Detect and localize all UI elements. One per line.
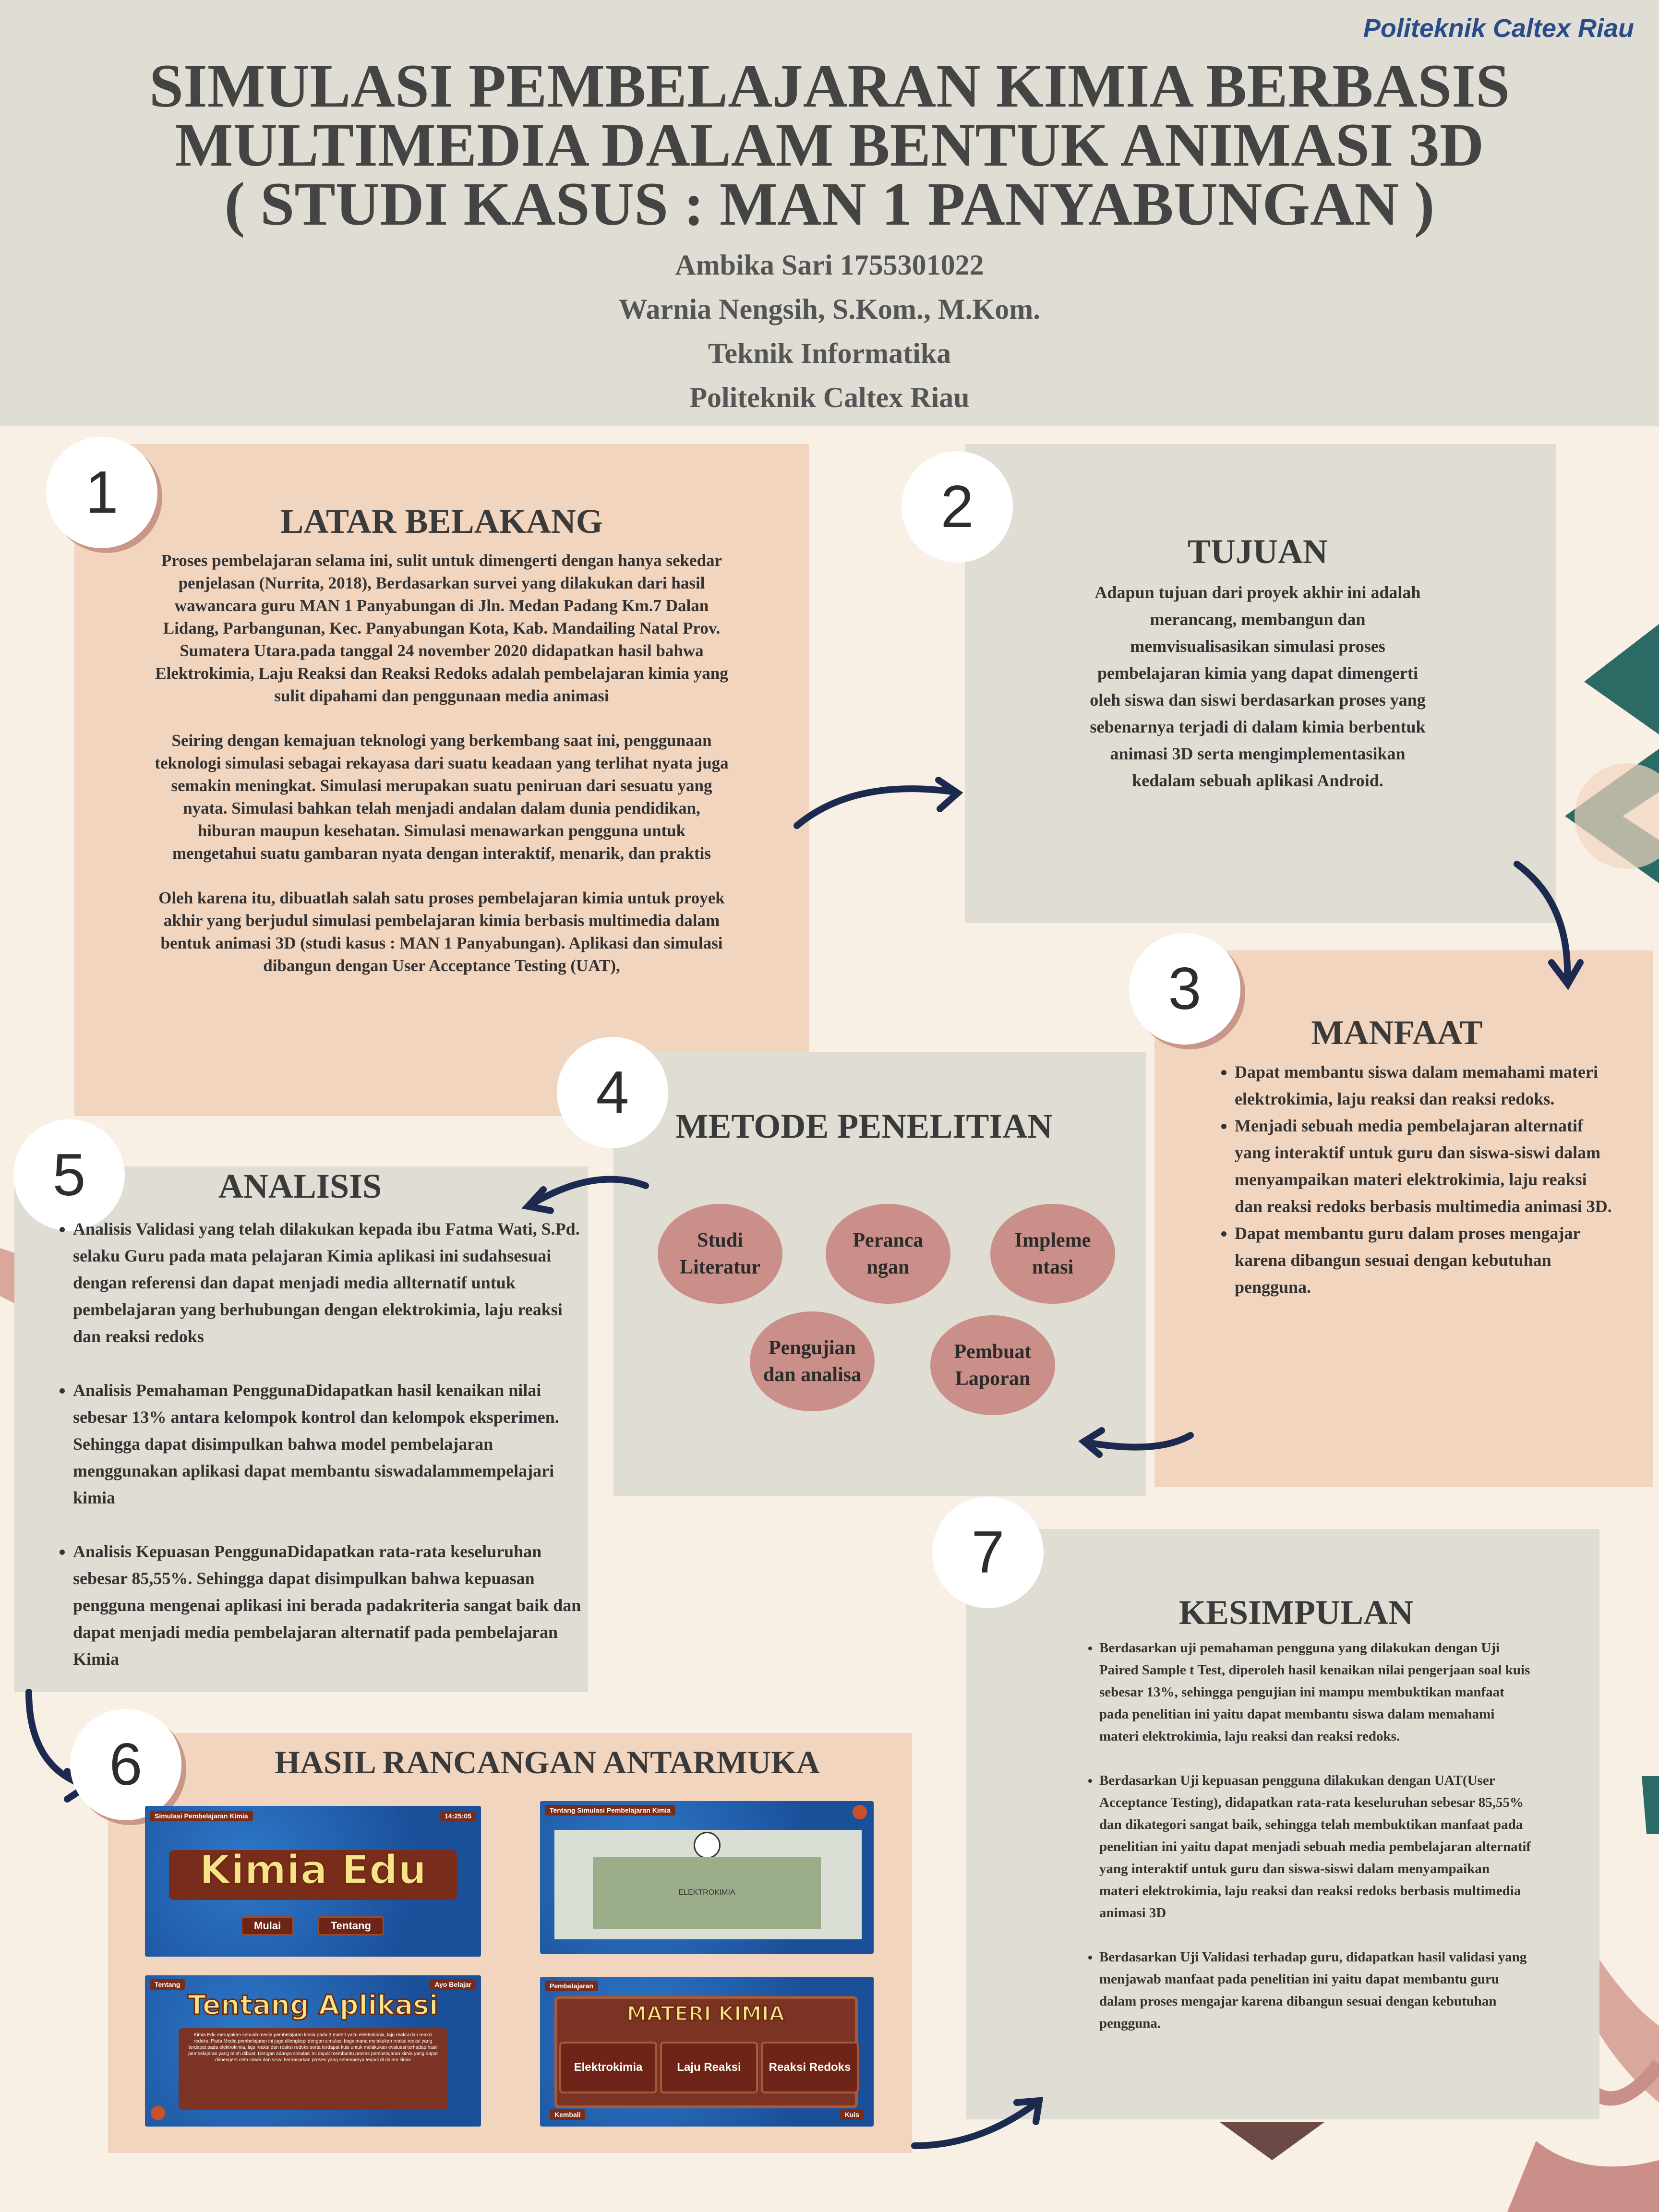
elektrokimia-label: ELEKTROKIMIA [593,1857,821,1929]
screenshot-home [145,1806,481,1957]
department-name: Teknik Informatika [708,337,951,369]
section-number-1: 1 [46,437,157,548]
app-bar: Simulasi Pembelajaran Kimia [150,1811,253,1821]
list-item: • Analisis Validasi yang telah dilakukan kepada ibu Fatma Wati, S.Pd. selaku Guru pada mata pelajaran Kimia aplikasi ini sudahsesuai dengan referensi dan dapat menjadi media allternatif untuk pembelajaran yang berhubungan dengan elektrokimia, laju reaksi dan reaksi redoks [73,1215,587,1350]
home-icon[interactable] [853,1805,867,1819]
list-item: • Menjadi sebuah media pembelajaran alternatif yang interaktif untuk guru dan siswa-siswi dalam menyampaikan materi elektrokimia, laju reaksi dan reaksi redoks berbasis multimedia animasi 3D. [1235,1112,1619,1220]
author-name: Ambika Sari 1755301022 [675,249,984,281]
tentang-button[interactable]: Tentang [318,1916,384,1936]
latar-belakang-title: LATAR BELAKANG [280,502,603,541]
clock-icon [694,1832,721,1859]
mulai-button[interactable]: Mulai [241,1916,294,1936]
list-item: • Analisis Kepuasan PenggunaDidapatkan rata-rata keseluruhan sebesar 85,55%. Sehingga dapat disimpulkan bahwa kepuasan pengguna mengenai aplikasi ini berada padakriteria sangat baik dan dapat menjadi media pembelajaran alternatif pada pembelajaran Kimia [73,1538,587,1672]
app-bar: Tentang [150,1979,185,1990]
about-title: Tentang Aplikasi [188,1990,438,2021]
list-item: • Berdasarkan Uji kepuasan pengguna dilakukan dengan UAT(User Acceptance Testing), didapatkan rata-rata keseluruhan sebesar 85,55% dan dikategori sangat baik, sehingga telah membuktikan manfaat pada penelitian ini yaitu dapat menjadi sebuah media pembelajaran alternatif yang interaktif untuk guru dan siswa-siswi dalam menyampaikan materi elektrokimia, laju reaksi dan reaksi redoks berbasis multimedia animasi 3D [1099,1769,1531,1924]
screenshot-about [145,1975,481,2127]
ayo-belajar-button[interactable]: Ayo Belajar [430,1979,476,1990]
title-line: MULTIMEDIA DALAM BENTUK ANIMASI 3D [175,111,1484,179]
kesimpulan-title: KESIMPULAN [1178,1593,1414,1632]
metode-title: METODE PENELITIAN [675,1107,1053,1145]
list-item: • Dapat membantu guru dalam proses mengajar karena dibangun sesuai dengan kebutuhan pengguna. [1235,1220,1619,1300]
screenshot-materi [540,1977,874,2127]
app-bar: Pembelajaran [545,1981,598,1991]
app-bar: Tentang Simulasi Pembelajaran Kimia [545,1805,675,1815]
section-number-5: 5 [13,1119,125,1231]
about-text: Kimia Edu merupakan sebuah media pembelajaran kimia pada 3 materi yaitu elektrokimia, laju reaksi dan reaksi redoks. Pada Media pembelajaran ini juga dilengkapi dengan simulasi bagaimana melakukan reaksi reaksi yang terdapat pada elektrokimia, laju reaksi dan reaksi redoks serta terdapat kuis untuk melakukan evaluasi terhadap hasil pembelajaran yang telah dibuat. Dengan adanya simulasi ini dapat membantu proses pembelajaran kimia yang dapat dimengerti oleh siswa dan siswi berdasarkan proses yang sebenarnya terjadi di dalam kimia [188,2032,438,2063]
section-number-6: 6 [70,1709,181,1820]
app-title: Kimia Edu [199,1846,427,1893]
manfaat-list [1210,1058,1619,1300]
materi-title: MATERI KIMIA [626,2002,785,2025]
method-step-bubble: Studi Literatur [658,1204,782,1304]
latar-belakang-text [154,549,730,999]
institution-logo: Politeknik Caltex Riau [1363,14,1634,43]
list-item: • Dapat membantu siswa dalam memahami materi elektrokimia, laju reaksi dan reaksi redoks. [1235,1058,1619,1112]
screenshot-simulation [540,1801,874,1954]
section-number-4: 4 [557,1037,668,1148]
section-number-2: 2 [902,451,1013,563]
method-step-bubble: Peranca ngan [826,1204,950,1304]
list-item: • Berdasarkan Uji Validasi terhadap guru, didapatkan hasil validasi yang menjawab manfaat pada penelitian ini yaitu dapat membantu guru dalam proses mengajar karena dibangun sesuai dengan kebutuhan pengguna. [1099,1946,1531,2034]
tujuan-text: Adapun tujuan dari proyek akhir ini adalah merancang, membangun dan memvisualisasikan simulasi proses pembelajaran kimia yang dapat dimengerti oleh siswa dan siswi berdasarkan proses yang sebenarnya terjadi di dalam kimia berbentuk animasi 3D serta mengimplementasikan kedalam sebuah aplikasi Android. [1090,583,1426,790]
section-number-3: 3 [1129,933,1240,1045]
list-item: • Analisis Pemahaman PenggunaDidapatkan hasil kenaikan nilai sebesar 13% antara kelompok kontrol dan kelompok eksperimen. Sehingga dapat disimpulkan bahwa model pembelajaran menggunakan aplikasi dapat membantu siswadalammempelajari kimia [73,1377,587,1511]
kuis-button[interactable]: Kuis [840,2109,864,2120]
clock: 14:25:05 [440,1811,476,1821]
title-line: ( STUDI KASUS : MAN 1 PANYABUNGAN ) [224,170,1435,238]
method-step-bubble: Pengujian dan analisa [750,1311,875,1411]
manfaat-title: MANFAAT [1311,1013,1483,1052]
back-icon[interactable] [151,2106,165,2120]
method-step-bubble: Impleme ntasi [990,1204,1115,1304]
elektrokimia-button[interactable]: Elektrokimia [559,2042,657,2093]
list-item: • Berdasarkan uji pemahaman pengguna yang dilakukan dengan Uji Paired Sample t Test, diperoleh hasil kenaikan nilai pengerjaan soal kuis sebesar 13%, sehingga pengujian ini mampu membuktikan manfaat pada penelitian ini yaitu dapat membantu siswa dalam memahami materi elektrokimia, laju reaksi dan reaksi redoks. [1099,1637,1531,1747]
tujuan-title: TUJUAN [1187,532,1328,571]
laju-reaksi-button[interactable]: Laju Reaksi [660,2042,758,2093]
section-number-7: 7 [932,1497,1044,1608]
hasil-title: HASIL RANCANGAN ANTARMUKA [275,1744,820,1780]
analisis-title: ANALISIS [218,1167,382,1205]
institution-name: Politeknik Caltex Riau [689,382,970,413]
supervisor-name: Warnia Nengsih, S.Kom., M.Kom. [618,293,1041,325]
paragraph: Seiring dengan kemajuan teknologi yang berkembang saat ini, penggunaan teknologi simulasi sebagai rekayasa dari suatu keadaan yang terlihat nyata juga semakin meningkat. Simulasi merupakan suatu peniruan dari sesuatu yang nyata. Simulasi bahkan telah menjadi andalan dalam dunia pendidikan, hiburan maupun kesehatan. Simulasi menawarkan pengguna untuk mengetahui suatu gambaran nyata dengan interaktif, menarik, dan praktis [155,731,729,863]
analisis-list [48,1215,587,1699]
kembali-button[interactable]: Kembali [550,2109,585,2120]
method-step-bubble: Pembuat Laporan [930,1315,1055,1415]
title-line: SIMULASI PEMBELAJARAN KIMIA BERBASIS [149,52,1510,120]
reaksi-redoks-button[interactable]: Reaksi Redoks [761,2042,859,2093]
paragraph: Oleh karena itu, dibuatlah salah satu proses pembelajaran kimia untuk proyek akhir yang berjudul simulasi pembelajaran kimia berbasis multimedia dalam bentuk animasi 3D (studi kasus : MAN 1 Panyabungan). Aplikasi dan simulasi dibangun dengan User Acceptance Testing (UAT), [158,889,725,975]
paragraph: Proses pembelajaran selama ini, sulit untuk dimengerti dengan hanya sekedar penjelasan (Nurrita, 2018), Berdasarkan survei yang dilakukan dari hasil wawancara guru MAN 1 Panyabungan di Jln. Medan Padang Km.7 Dalan Lidang, Parbangunan, Kec. Panyabungan Kota, Kab. Mandailing Natal Prov. Sumatera Utara.pada tanggal 24 november 2020 didapatkan hasil bahwa Elektrokimia, Laju Reaksi dan Reaksi Redoks adalah pembelajaran kimia yang sulit dipahami dan penggunaan media animasi [155,551,728,705]
kesimpulan-list [1080,1637,1531,2056]
